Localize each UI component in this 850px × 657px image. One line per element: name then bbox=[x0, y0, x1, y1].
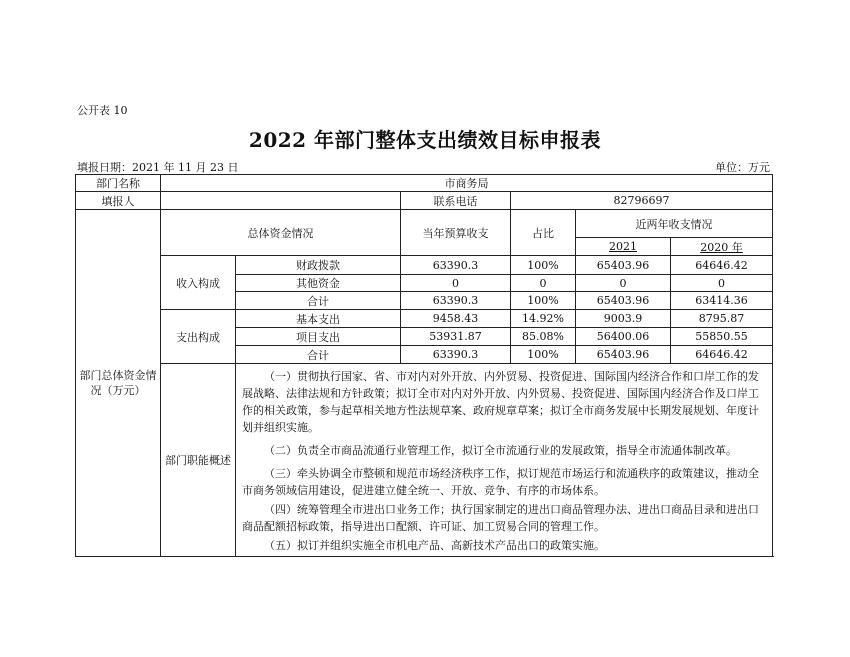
expense-ratio: 14.92% bbox=[511, 310, 576, 328]
expense-ratio: 85.08% bbox=[511, 328, 576, 346]
income-2021: 0 bbox=[576, 275, 671, 292]
income-ratio: 100% bbox=[511, 292, 576, 310]
filler-value bbox=[161, 192, 401, 210]
duty-item: （三）牵头协调全市整顿和规范市场经济秩序工作，拟订规范市场运行和流通秩序的政策建议，推动全市商务领域信用建设，促进建立健全统一、开放、竞争、有序的市场体系。 bbox=[242, 467, 759, 497]
budget-header: 当年预算收支 bbox=[401, 210, 511, 256]
public-table-number: 公开表 10 bbox=[77, 104, 128, 117]
expense-2020: 55850.55 bbox=[671, 328, 773, 346]
income-2020: 64646.42 bbox=[671, 256, 773, 275]
phone-label: 联系电话 bbox=[401, 192, 511, 210]
income-item-name: 其他资金 bbox=[236, 275, 401, 292]
dept-name-value: 市商务局 bbox=[161, 175, 773, 192]
filler-row bbox=[76, 192, 773, 210]
expense-ratio: 100% bbox=[511, 346, 576, 364]
filler-label: 填报人 bbox=[76, 192, 161, 210]
duty-item: （四）统筹管理全市进出口业务工作；执行国家制定的进出口商品管理办法、进出口商品目录和进出口商品配额招标政策，指导进出口配额、许可证、加工贸易合同的管理工作。 bbox=[242, 503, 759, 533]
expense-item-name: 合计 bbox=[236, 346, 401, 364]
expense-2021: 65403.96 bbox=[576, 346, 671, 364]
expense-budget: 53931.87 bbox=[401, 328, 511, 346]
expense-budget: 63390.3 bbox=[401, 346, 511, 364]
income-2020: 63414.36 bbox=[671, 292, 773, 310]
expense-2021: 9003.9 bbox=[576, 310, 671, 328]
funds-header-row bbox=[76, 210, 773, 238]
page-title: 2022 年部门整体支出绩效目标申报表 bbox=[248, 128, 602, 152]
income-ratio: 100% bbox=[511, 256, 576, 275]
income-budget: 63390.3 bbox=[401, 292, 511, 310]
ratio-header: 占比 bbox=[511, 210, 576, 256]
expense-item-name: 基本支出 bbox=[236, 310, 401, 328]
duties-row bbox=[76, 364, 773, 557]
dept-row bbox=[76, 175, 773, 192]
expense-budget: 9458.43 bbox=[401, 310, 511, 328]
income-2020: 0 bbox=[671, 275, 773, 292]
expense-2020: 8795.87 bbox=[671, 310, 773, 328]
income-2021: 65403.96 bbox=[576, 292, 671, 310]
income-group-label: 收入构成 bbox=[161, 256, 236, 310]
phone-value: 82796697 bbox=[511, 192, 773, 210]
income-budget: 0 bbox=[401, 275, 511, 292]
recent-years-header: 近两年收支情况 bbox=[576, 210, 773, 238]
year-2020-header: 2020 年 bbox=[671, 238, 773, 256]
duty-item: （一）贯彻执行国家、省、市对内对外开放、内外贸易、投资促进、国际国内经济合作和口岸工作的发展战略、法律法规和方针政策；拟订全市对内对外开放、内外贸易、投资促进、国际国内经济合作及口岸工作的相关政策，参与起草相关地方性法规草案、政府规章草案；拟订全市商务发展中长期发展规划、年度计划并组织实施。 bbox=[242, 370, 759, 434]
income-row bbox=[76, 256, 773, 275]
income-item-name: 合计 bbox=[236, 292, 401, 310]
duties-label: 部门职能概述 bbox=[161, 364, 236, 557]
expense-2020: 64646.42 bbox=[671, 346, 773, 364]
expense-2021: 56400.06 bbox=[576, 328, 671, 346]
duty-item: （五）拟订并组织实施全市机电产品、高新技术产品出口的政策实施。 bbox=[264, 539, 605, 552]
duty-item: （二）负责全市商品流通行业管理工作，拟订全市流通行业的发展政策，指导全市流通体制改革。 bbox=[264, 444, 737, 457]
expense-item-name: 项目支出 bbox=[236, 328, 401, 346]
performance-target-form bbox=[75, 174, 773, 557]
expense-group-label: 支出构成 bbox=[161, 310, 236, 364]
income-budget: 63390.3 bbox=[401, 256, 511, 275]
dept-name-label: 部门名称 bbox=[76, 175, 161, 192]
fill-date: 填报日期：2021 年 11 月 23 日 bbox=[77, 161, 239, 174]
income-2021: 65403.96 bbox=[576, 256, 671, 275]
duties-content bbox=[236, 364, 773, 557]
income-item-name: 财政拨款 bbox=[236, 256, 401, 275]
unit-label: 单位：万元 bbox=[715, 161, 770, 174]
year-2021-header: 2021 bbox=[576, 238, 671, 256]
overall-funds-header: 总体资金情况 bbox=[161, 210, 401, 256]
income-ratio: 0 bbox=[511, 275, 576, 292]
funds-section-label: 部门总体资金情况（万元） bbox=[76, 210, 161, 557]
expense-row bbox=[76, 310, 773, 328]
